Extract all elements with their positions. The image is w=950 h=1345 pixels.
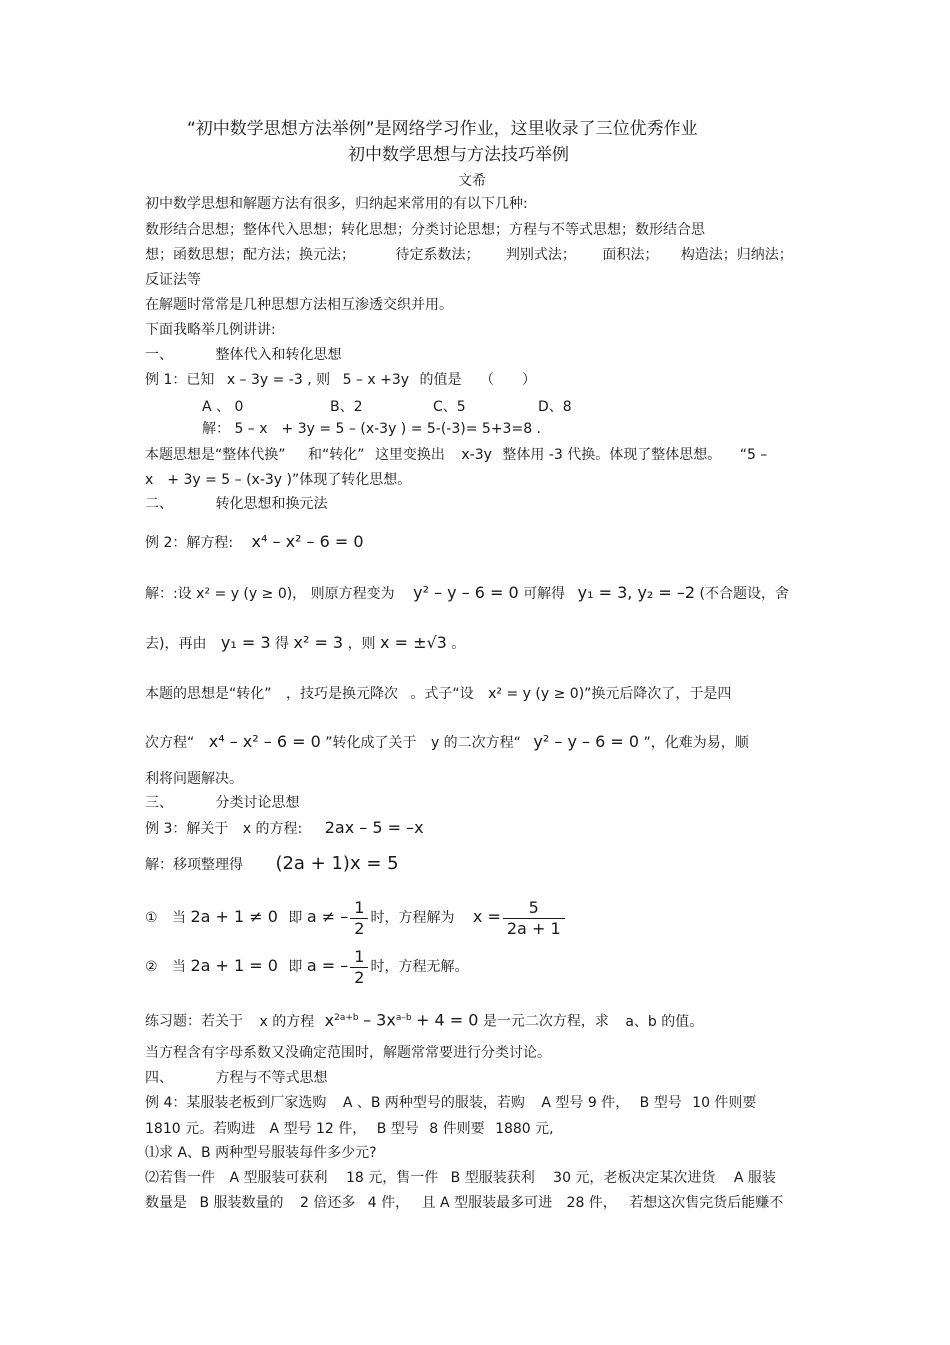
section-number: 四、 bbox=[145, 1070, 173, 1086]
case-text: 当 bbox=[172, 910, 187, 926]
practice-text: 是一元二次方程，求 bbox=[482, 1013, 609, 1030]
exponent: a–b bbox=[395, 1013, 412, 1023]
example-text: 例 4：某服装老板到厂家选购 bbox=[145, 1095, 327, 1111]
equation: x⁴ – x² – 6 = 0 bbox=[208, 732, 321, 751]
equation: 2a + 1 = 0 bbox=[190, 956, 278, 975]
solution-text: 则原方程变为 bbox=[310, 586, 395, 602]
practice-text: a、b 的值。 bbox=[625, 1013, 704, 1030]
note-text: ，技巧是换元降次 bbox=[285, 686, 398, 702]
section-heading bbox=[145, 345, 341, 365]
example-text: 则 bbox=[316, 372, 331, 388]
methods-part: 面积法； bbox=[602, 247, 659, 263]
equation: + 4 = 0 bbox=[416, 1010, 479, 1030]
question-text: B 型服装获利 bbox=[450, 1170, 535, 1186]
equation: x – 3y = -3 , bbox=[226, 372, 312, 388]
practice-question bbox=[145, 1008, 703, 1032]
note-text: x² = y (y ≥ 0)”换元后降次了，于是四 bbox=[488, 686, 732, 702]
case-text: 即 bbox=[288, 959, 303, 975]
equation: x = bbox=[472, 907, 501, 926]
equation: x bbox=[324, 1010, 335, 1030]
equation: y² – y – 6 = 0 bbox=[413, 583, 519, 602]
note-line: x + 3y = 5 – (x-3y )”体现了转化思想。 bbox=[145, 472, 412, 488]
methods-part: 判别式法； bbox=[505, 247, 576, 263]
equation: – 3x bbox=[363, 1010, 396, 1030]
equation: 5 – x +3y bbox=[342, 372, 410, 388]
example-text: A 型号 9 件， bbox=[541, 1095, 630, 1111]
note-text: ”转化成了关于 bbox=[325, 735, 417, 751]
example-1 bbox=[145, 370, 536, 390]
case-text: 时，方程无解。 bbox=[370, 959, 469, 975]
example-text: 8 件则要 bbox=[429, 1121, 485, 1137]
example-text: 10 件则要 bbox=[692, 1095, 757, 1111]
example-text: 例 3：解关于 bbox=[145, 821, 229, 837]
solution-label: 解：移项整理得 bbox=[145, 857, 243, 873]
note-text: 这里变换出 bbox=[374, 447, 445, 463]
intro-paragraph: 初中数学思想和解题方法有很多，归纳起来常用的有以下几种: bbox=[145, 196, 528, 212]
section-number: 三、 bbox=[145, 795, 173, 811]
section-heading bbox=[145, 793, 299, 813]
intro-paragraph: 在解题时常常是几种思想方法相互渗透交织并用。 bbox=[145, 297, 453, 313]
methods-list-line-1: 数形结合思想；整体代入思想；转化思想；分类讨论思想；方程与不等式思想；数形结合思 bbox=[145, 222, 705, 238]
question-text: 且 A 型服装最多可进 bbox=[421, 1195, 553, 1211]
equation: 2a + 1 ≠ 0 bbox=[190, 907, 278, 926]
note-text: 整体用 -3 代换。体现了整体思想。 bbox=[502, 447, 722, 463]
example-text: 1880 元, bbox=[495, 1121, 554, 1137]
note-line: 利将问题解决。 bbox=[145, 771, 243, 787]
section-heading bbox=[145, 1068, 327, 1088]
methods-list-line-2 bbox=[145, 245, 793, 265]
note-text: 和“转化” bbox=[307, 447, 365, 463]
section-title: 转化思想和换元法 bbox=[215, 496, 328, 512]
question-text: ⑵若售一件 bbox=[145, 1170, 215, 1186]
note-text: “5 – bbox=[739, 447, 768, 463]
methods-part: 待定系数法； bbox=[395, 247, 480, 263]
equation: y² – y – 6 = 0 bbox=[533, 732, 640, 751]
solution-1 bbox=[202, 419, 541, 439]
example-text: 1810 元。若购进 bbox=[145, 1121, 256, 1137]
example-2 bbox=[145, 532, 364, 553]
solution-text: 。 bbox=[451, 636, 466, 652]
author: 文希 bbox=[458, 173, 486, 189]
equation: y₁ = 3 bbox=[220, 633, 271, 652]
note-text: 。式子“设 bbox=[410, 686, 474, 702]
question-2-line-2 bbox=[145, 1193, 783, 1213]
methods-list-line-3: 反证法等 bbox=[145, 272, 201, 288]
section-heading bbox=[145, 494, 327, 514]
example-text: B 型号 bbox=[639, 1095, 682, 1111]
equation: a = – bbox=[306, 956, 349, 975]
solution-text: ，则 bbox=[347, 636, 376, 652]
methods-part: 构造法；归纳法； bbox=[680, 247, 793, 263]
question-text: A 服装 bbox=[733, 1170, 776, 1186]
question-text: 18 元，售一件 bbox=[345, 1170, 439, 1186]
option-b: B、2 bbox=[330, 399, 363, 415]
methods-part: 想；函数思想；配方法；换元法； bbox=[145, 247, 355, 263]
fraction-denominator: 2 bbox=[350, 967, 368, 988]
solution-text: (不合题设，舍 bbox=[699, 586, 790, 602]
section-title: 方程与不等式思想 bbox=[215, 1070, 328, 1086]
fraction-numerator: 5 bbox=[528, 897, 539, 917]
case-2 bbox=[145, 944, 468, 988]
exponent: 2a+b bbox=[334, 1013, 359, 1023]
case-text: 当 bbox=[172, 959, 187, 975]
equation: y₁ = 3, y₂ = –2 bbox=[577, 583, 696, 602]
question-text: 数量是 bbox=[145, 1195, 187, 1211]
section-number: 一、 bbox=[145, 347, 173, 363]
example-text: 的值是 bbox=[419, 372, 462, 388]
question-text: 4 件， bbox=[367, 1195, 410, 1211]
section-title: 整体代入和转化思想 bbox=[215, 347, 342, 363]
fraction-denominator: 2 bbox=[350, 918, 368, 939]
example-4-line-2 bbox=[145, 1119, 554, 1139]
practice-text: 练习题：若关于 bbox=[145, 1013, 243, 1030]
equation: x² = 3 bbox=[293, 633, 344, 652]
note-text: 本题思想是“整体代换” bbox=[145, 447, 286, 463]
case-text: 即 bbox=[288, 910, 303, 926]
example-text: B 型号 bbox=[376, 1121, 419, 1137]
question-1: ⑴求 A、B 两种型号服装每件多少元? bbox=[145, 1145, 377, 1161]
fraction bbox=[350, 898, 368, 939]
note-line bbox=[145, 445, 767, 465]
example-4-line-1 bbox=[145, 1093, 756, 1113]
note-line bbox=[145, 684, 731, 704]
note-text: x-3y bbox=[461, 447, 492, 463]
option-c: C、5 bbox=[433, 399, 466, 415]
solution-2-line-2 bbox=[145, 633, 465, 654]
solution-2-line-1 bbox=[145, 583, 789, 604]
option-d: D、8 bbox=[538, 399, 572, 415]
fraction-numerator: 1 bbox=[354, 946, 365, 966]
example-text: 例 2：解方程: bbox=[145, 535, 234, 551]
intro-paragraph: 下面我略举几例讲讲: bbox=[145, 322, 276, 338]
question-text: 28 件， bbox=[566, 1195, 617, 1211]
question-text: 若想这次售完货后能赚不 bbox=[629, 1195, 784, 1211]
note-line bbox=[145, 732, 749, 753]
solution-text: 解：:设 bbox=[145, 586, 192, 602]
fraction bbox=[350, 947, 368, 988]
example-text: A 型号 12 件， bbox=[269, 1121, 367, 1137]
note-text: 本题的思想是“转化” bbox=[145, 686, 272, 702]
example-text: A 、B 两种型号的服装，若购 bbox=[342, 1095, 525, 1111]
solution-text: 去)，再由 bbox=[145, 636, 207, 652]
equation: x = ±√3 bbox=[380, 633, 447, 652]
option-a: A 、 0 bbox=[202, 399, 244, 415]
note-line: 当方程含有字母系数又没确定范围时，解题常常要进行分类讨论。 bbox=[145, 1045, 551, 1061]
fraction-denominator: 2a + 1 bbox=[503, 918, 565, 939]
equation: a ≠ – bbox=[306, 907, 349, 926]
note-text: 次方程“ bbox=[145, 735, 195, 751]
note-text: y 的二次方程“ bbox=[430, 735, 521, 751]
section-number: 二、 bbox=[145, 496, 173, 512]
question-text: A 型服装可获利 bbox=[229, 1170, 328, 1186]
solution-label: 解： bbox=[202, 421, 230, 437]
document-title: “初中数学思想方法举例”是网络学习作业，这里收录了三位优秀作业 bbox=[187, 119, 698, 139]
example-3 bbox=[145, 818, 424, 839]
case-marker: ① bbox=[145, 910, 158, 926]
fraction-numerator: 1 bbox=[354, 897, 365, 917]
section-title: 分类讨论思想 bbox=[215, 795, 300, 811]
equation: (2a + 1)x = 5 bbox=[275, 853, 399, 874]
case-1 bbox=[145, 895, 567, 939]
question-2-line-1 bbox=[145, 1168, 776, 1188]
example-text: 例 1：已知 bbox=[145, 372, 215, 388]
equation: x⁴ – x² – 6 = 0 bbox=[251, 532, 364, 551]
solution-3 bbox=[145, 854, 399, 875]
solution-text: 可解得 bbox=[523, 586, 566, 602]
practice-text: x 的方程 bbox=[259, 1013, 315, 1030]
case-marker: ② bbox=[145, 959, 158, 975]
solution-text: 得 bbox=[275, 636, 290, 652]
equation: 2ax – 5 = –x bbox=[324, 818, 424, 837]
example-text: x 的方程: bbox=[242, 821, 303, 837]
equation: 5 – x + 3y = 5 – (x-3y ) = 5-(-3)= 5+3=8 . bbox=[234, 421, 541, 437]
document-subtitle: 初中数学思想与方法技巧举例 bbox=[348, 145, 569, 165]
fraction bbox=[503, 898, 565, 939]
answer-blank: （ ） bbox=[479, 372, 536, 388]
equation: x² = y (y ≥ 0)， bbox=[196, 586, 307, 602]
question-text: 2 倍还多 bbox=[299, 1195, 356, 1211]
note-text: ”，化难为易，顺 bbox=[643, 735, 749, 751]
question-text: B 服装数量的 bbox=[199, 1195, 284, 1211]
question-text: 30 元，老板决定某次进货 bbox=[553, 1170, 716, 1186]
case-text: 时，方程解为 bbox=[370, 910, 455, 926]
